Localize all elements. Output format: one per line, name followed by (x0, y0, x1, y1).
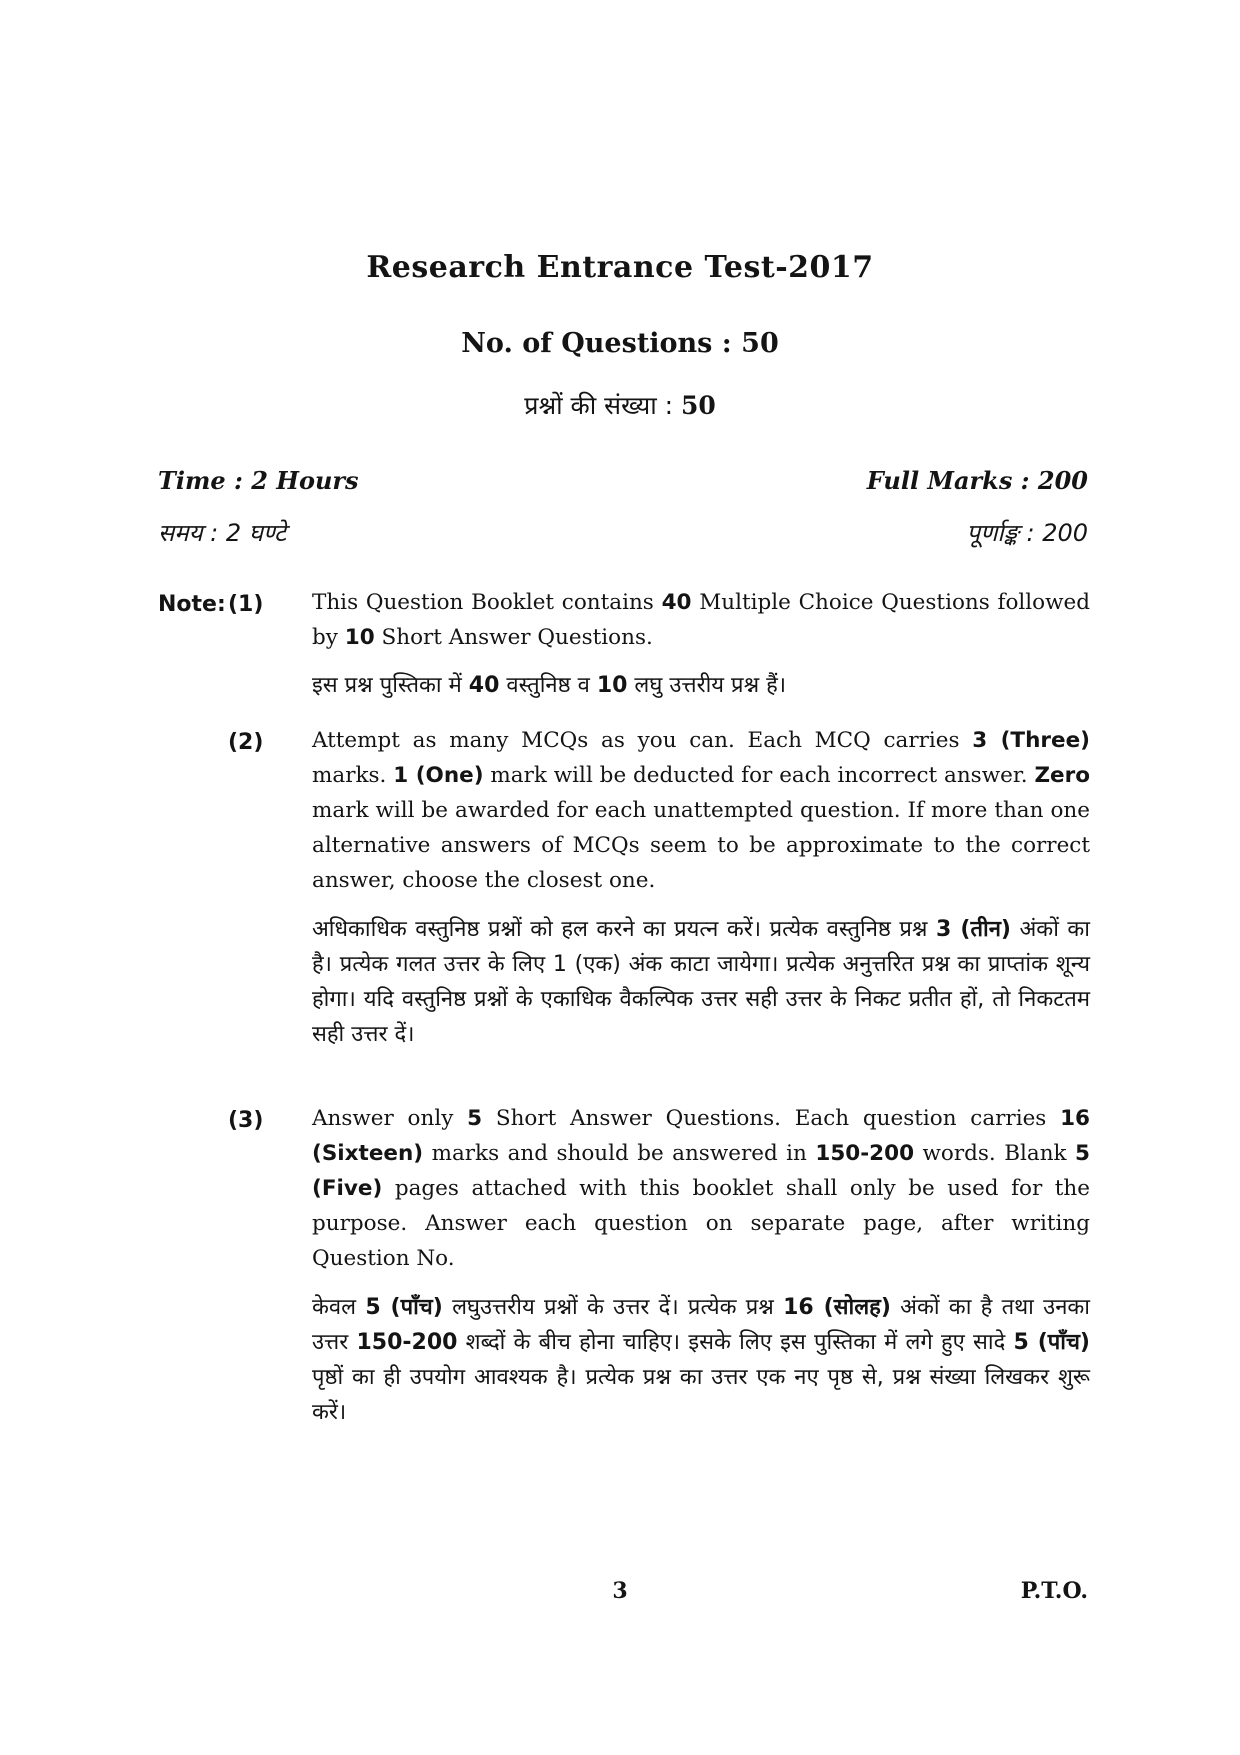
text-run: Multiple Choice Questions followed by (312, 590, 1090, 650)
please-turn-over: P.T.O. (1020, 1578, 1088, 1604)
bold-text-run: 1 (One) (393, 763, 484, 788)
full-marks-hindi: पूर्णाङ्क : 200 (966, 519, 1088, 547)
bold-text-run: 10 (344, 625, 375, 650)
bold-text-run: Zero (1034, 763, 1091, 788)
text-run: words. Blank (914, 1141, 1076, 1166)
text-run: अंकों का है। प्रत्येक गलत उत्तर के लिए 1 (एक) अंक काटा जायेगा। प्रत्येक अनुत्तरित प्रश्न का प्राप्तांक शून्य होगा। यदि वस्तुनिष्ठ प्रश्नों के एकाधिक वैकल्पिक उत्तर सही उत्तर के निकट प्रतीत हों, तो निकटतम सही उत्तर दें। (312, 917, 1091, 1047)
text-run: marks. (312, 763, 394, 788)
bold-text-run: 150-200 (356, 1330, 458, 1355)
note-item-english (312, 1101, 1090, 1276)
note-item-number: (1) (228, 592, 264, 617)
note-item-number: (3) (228, 1108, 264, 1133)
text-run: लघु उत्तरीय प्रश्न हैं। (627, 673, 787, 698)
text-run: Attempt as many MCQs as you can. Each MCQ carries (312, 728, 973, 753)
text-run: केवल (312, 1295, 366, 1320)
bold-text-run: 10 (596, 673, 628, 698)
text-run: अधिकाधिक वस्तुनिष्ठ प्रश्नों को हल करने का प्रयत्न करें। प्रत्येक वस्तुनिष्ठ प्रश्न (312, 917, 936, 942)
text-run: pages attached with this booklet shall only be used for the purpose. Answer each question on separate page, after writing Question No. (312, 1176, 1090, 1271)
text-run: Answer only (312, 1106, 468, 1131)
note-item-english (312, 585, 1090, 655)
text-run: अंकों का है तथा उनका उत्तर (312, 1295, 1090, 1355)
text-run: पृष्ठों का ही उपयोग आवश्यक है। प्रत्येक प्रश्न का उत्तर एक नए पृष्ठ से, प्रश्न संख्या लिखकर शुरू करें। (312, 1365, 1090, 1425)
text-run: mark will be deducted for each incorrect answer. (483, 763, 1035, 788)
question-count-hindi (0, 388, 1240, 422)
question-count-english: No. of Questions : 50 (461, 328, 779, 359)
bold-text-run: 40 (468, 673, 500, 698)
full-marks-english: Full Marks : 200 (866, 466, 1088, 495)
bold-text-run: 5 (467, 1106, 483, 1131)
text-run: This Question Booklet contains (312, 590, 662, 615)
bold-text-run: 16 (सोलह) (783, 1295, 891, 1320)
bold-text-run: 3 (Three) (972, 728, 1090, 753)
text-run: लघुउत्तरीय प्रश्नों के उत्तर दें। प्रत्येक प्रश्न (442, 1295, 784, 1320)
time-english: Time : 2 Hours (158, 466, 359, 495)
bold-text-run: 150-200 (815, 1141, 915, 1166)
note-item-english (312, 723, 1090, 898)
text-run: शब्दों के बीच होना चाहिए। इसके लिए इस पुस्तिका में लगे हुए सादे (457, 1330, 1014, 1355)
note-item-number: (2) (228, 730, 264, 755)
note-item-hindi (312, 912, 1090, 1052)
bold-text-run: 5 (पाँच) (1013, 1330, 1090, 1355)
page-number: 3 (612, 1578, 628, 1604)
question-count-hindi-label: प्रश्नों की संख्या : (524, 391, 681, 420)
time-hindi: समय : 2 घण्टे (158, 519, 287, 547)
text-run: mark will be awarded for each unattempted question. If more than one alternative answers of MCQs seem to be approximate to the correct answer, choose the closest one. (312, 798, 1090, 893)
text-run: marks and should be answered in (423, 1141, 816, 1166)
text-run: Short Answer Questions. Each question carries (482, 1106, 1061, 1131)
note-item-hindi (312, 1290, 1090, 1430)
text-run: वस्तुनिष्ठ व (499, 673, 597, 698)
bold-text-run: 3 (तीन) (935, 917, 1011, 942)
text-run: Short Answer Questions. (374, 625, 653, 650)
question-count-hindi-value: 50 (680, 391, 716, 420)
text-run: इस प्रश्न पुस्तिका में (312, 673, 469, 698)
note-label: Note: (158, 592, 226, 617)
page-title: Research Entrance Test-2017 (366, 250, 874, 285)
bold-text-run: 5 (Five) (312, 1141, 1090, 1201)
bold-text-run: 5 (पाँच) (365, 1295, 443, 1320)
note-item-hindi (312, 668, 1090, 703)
bold-text-run: 16 (Sixteen) (312, 1106, 1090, 1166)
bold-text-run: 40 (661, 590, 692, 615)
